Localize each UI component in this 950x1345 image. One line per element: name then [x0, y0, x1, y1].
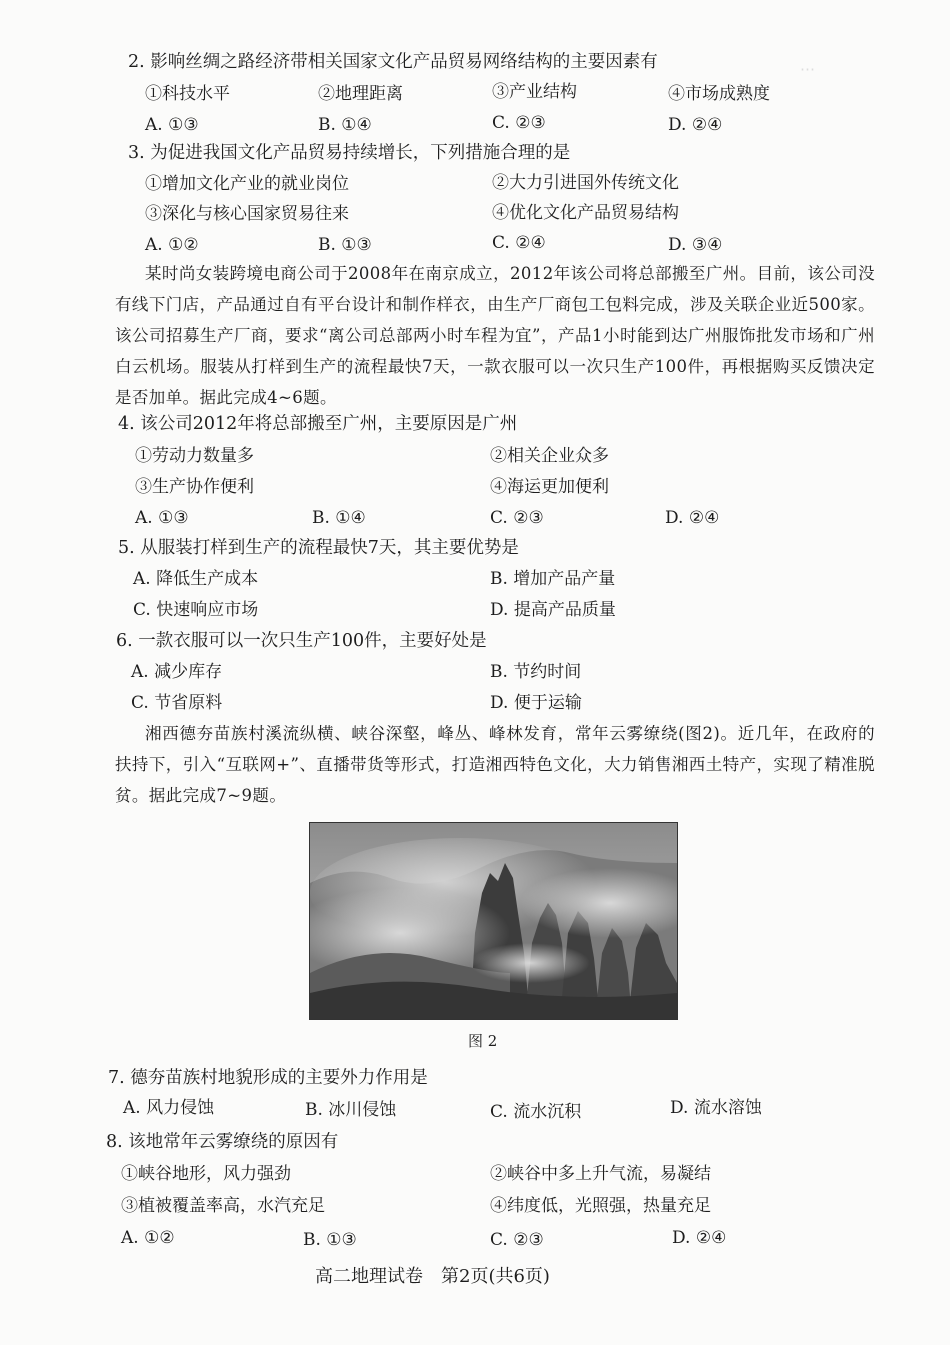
q8-item: ①峡谷地形，风力强劲 [121, 1164, 291, 1184]
figure-2-photo [309, 822, 678, 1020]
q3-item: ②大力引进国外传统文化 [492, 173, 679, 193]
q2-option-a: A. ①③ [145, 115, 199, 135]
q6-stem: 6. 一款衣服可以一次只生产100件，主要好处是 [116, 631, 487, 651]
bleed-through: ⋯ [800, 60, 815, 78]
q7-option-d: D. 流水溶蚀 [670, 1098, 762, 1118]
q2-stem: 2. 影响丝绸之路经济带相关国家文化产品贸易网络结构的主要因素有 [128, 52, 658, 72]
misty-mountain-photo [310, 823, 677, 1019]
q6-option-a: A. 减少库存 [131, 662, 223, 682]
q3-option-c: C. ②④ [492, 233, 546, 253]
q8-option-a: A. ①② [121, 1228, 175, 1248]
figure-caption: 图 2 [468, 1032, 498, 1050]
q4-item: ②相关企业众多 [490, 446, 609, 466]
q8-item: ③植被覆盖率高，水汽充足 [121, 1196, 325, 1216]
q5-option-b: B. 增加产品产量 [490, 569, 616, 589]
q4-option-b: B. ①④ [312, 508, 366, 528]
q6-option-b: B. 节约时间 [490, 662, 582, 682]
page-footer: 高二地理试卷 第2页(共6页) [315, 1266, 550, 1287]
q8-option-c: C. ②③ [490, 1230, 544, 1250]
q7-option-c: C. 流水沉积 [490, 1102, 582, 1122]
q8-item: ④纬度低，光照强，热量充足 [490, 1196, 711, 1216]
q3-item: ③深化与核心国家贸易往来 [145, 204, 349, 224]
q5-option-c: C. 快速响应市场 [133, 600, 259, 620]
q3-item: ④优化文化产品贸易结构 [492, 203, 679, 223]
q5-option-a: A. 降低生产成本 [133, 569, 259, 589]
q4-option-d: D. ②④ [665, 508, 720, 528]
q4-stem: 4. 该公司2012年将总部搬至广州，主要原因是广州 [118, 414, 518, 434]
q8-stem: 8. 该地常年云雾缭绕的原因有 [106, 1132, 339, 1152]
reading-passage-1: 某时尚女装跨境电商公司于2008年在南京成立，2012年该公司将总部搬至广州。目前，该公司没有线下门店，产品通过自有平台设计和制作样衣，由生产厂商包工包料完成，涉及关联企业近500家。该公司招募生产厂商，要求“离公司总部两小时车程为宜”，产品1小时能到达广州服饰批发市场和广州白云机场。服装从打样到生产的流程最快7天，一款衣服可以一次只生产100件，再根据购买反馈决定是否加单。据此完成4~6题。 [115, 264, 875, 407]
q3-option-d: D. ③④ [668, 235, 723, 255]
q2-option-d: D. ②④ [668, 115, 723, 135]
q3-option-a: A. ①② [145, 235, 199, 255]
q6-option-d: D. 便于运输 [490, 693, 582, 713]
q3-item: ①增加文化产业的就业岗位 [145, 174, 349, 194]
q4-item: ①劳动力数量多 [135, 446, 254, 466]
reading-passage-2: 湘西德夯苗族村溪流纵横、峡谷深壑，峰丛、峰林发育，常年云雾缭绕(图2)。近几年，在政府的扶持下，引入“互联网+”、直播带货等形式，打造湘西特色文化，大力销售湘西土特产，实现了精准脱贫。据此完成7~9题。 [115, 724, 875, 805]
q6-option-c: C. 节省原料 [131, 693, 223, 713]
q2-option-c: C. ②③ [492, 113, 546, 133]
q3-option-b: B. ①③ [318, 235, 372, 255]
q5-option-d: D. 提高产品质量 [490, 600, 616, 620]
q8-item: ②峡谷中多上升气流，易凝结 [490, 1164, 711, 1184]
q2-item: ①科技水平 [145, 84, 230, 104]
q2-item: ③产业结构 [492, 82, 577, 102]
q2-option-b: B. ①④ [318, 115, 372, 135]
q7-stem: 7. 德夯苗族村地貌形成的主要外力作用是 [108, 1068, 428, 1088]
q2-item: ②地理距离 [318, 84, 403, 104]
q4-option-c: C. ②③ [490, 508, 544, 528]
q2-item: ④市场成熟度 [668, 84, 770, 104]
q4-option-a: A. ①③ [135, 508, 189, 528]
q4-item: ③生产协作便利 [135, 477, 254, 497]
q7-option-b: B. 冰川侵蚀 [305, 1100, 397, 1120]
q4-item: ④海运更加便利 [490, 477, 609, 497]
q5-stem: 5. 从服装打样到生产的流程最快7天，其主要优势是 [118, 538, 519, 558]
q8-option-b: B. ①③ [303, 1230, 357, 1250]
q3-stem: 3. 为促进我国文化产品贸易持续增长，下列措施合理的是 [128, 143, 571, 163]
q8-option-d: D. ②④ [672, 1228, 727, 1248]
q7-option-a: A. 风力侵蚀 [123, 1098, 215, 1118]
